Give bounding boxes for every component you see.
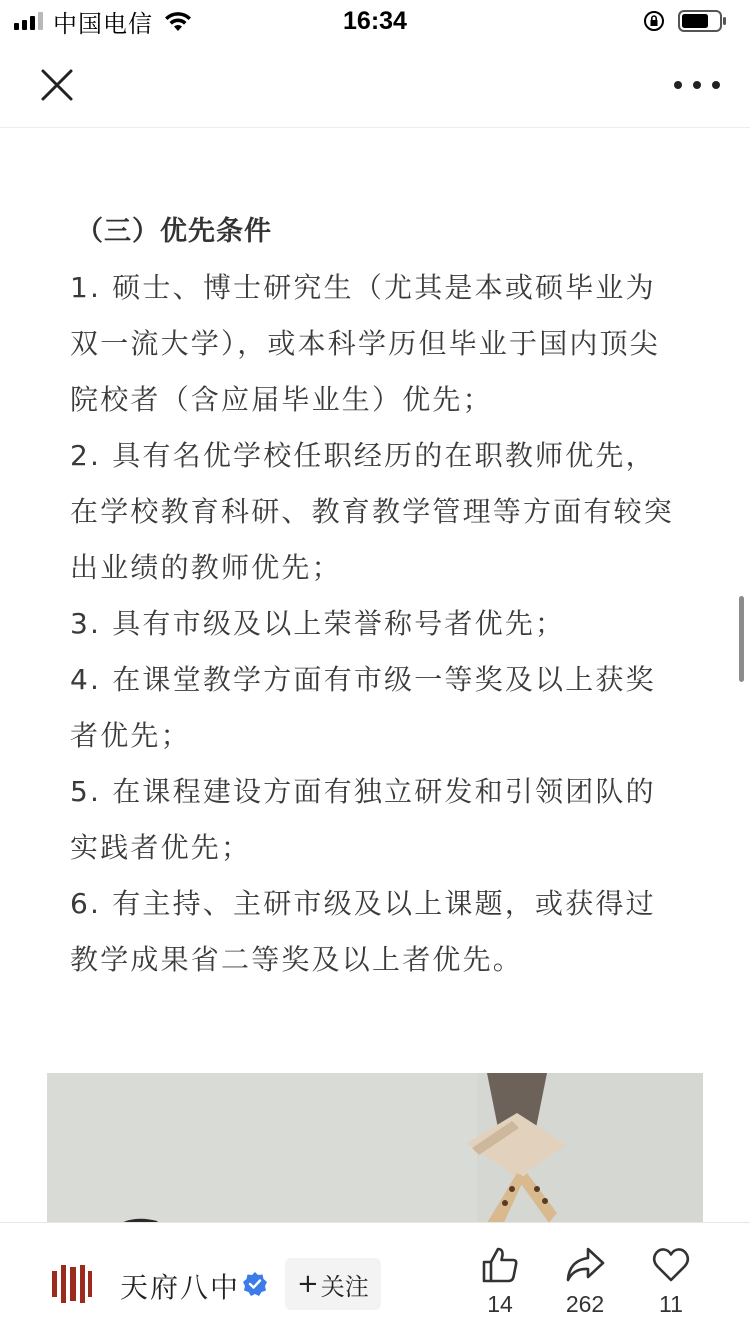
- account-name[interactable]: 天府八中: [120, 1271, 241, 1304]
- list-item: 1. 硕士、博士研究生（尤其是本或硕毕业为双一流大学），或本科学历但毕业于国内顶尖院校者（含应届毕业生）优先；: [70, 271, 661, 416]
- thumbs-up-icon: [480, 1245, 520, 1285]
- follow-button[interactable]: [285, 1258, 381, 1310]
- status-time: 16:34: [343, 7, 407, 35]
- list-item: 4. 在课堂教学方面有市级一等奖及以上获奖者优先；: [70, 663, 656, 752]
- share-button[interactable]: [550, 1245, 620, 1318]
- more-button[interactable]: [674, 70, 720, 100]
- heart-icon: [651, 1245, 691, 1285]
- photo-content: [47, 1073, 703, 1233]
- follow-label: 关注: [320, 1272, 369, 1301]
- like-count: 14: [487, 1291, 513, 1317]
- list-item: 5. 在课程建设方面有独立研发和引领团队的实践者优先；: [70, 775, 656, 864]
- list-item: 3. 具有市级及以上荣誉称号者优先；: [70, 607, 566, 640]
- carrier-label: 中国电信: [53, 9, 153, 38]
- close-button[interactable]: [36, 64, 78, 106]
- verified-icon: [242, 1271, 268, 1297]
- favorite-button[interactable]: [636, 1245, 706, 1318]
- favorite-count: 11: [659, 1291, 683, 1317]
- share-count: 262: [565, 1291, 605, 1317]
- status-bar: [0, 0, 750, 42]
- nav-bar: [0, 42, 750, 128]
- article-photo[interactable]: [47, 1073, 703, 1233]
- close-icon: [36, 64, 78, 106]
- scrollbar[interactable]: [739, 596, 744, 682]
- section-title: （三）优先条件: [76, 216, 272, 247]
- article-body: [70, 88, 685, 988]
- plus-icon: +: [297, 1269, 319, 1299]
- bottom-bar: [0, 1222, 750, 1334]
- like-button[interactable]: [465, 1245, 535, 1318]
- share-icon: [564, 1245, 606, 1285]
- list-item: 2. 具有名优学校任职经历的在职教师优先，在学校教育科研、教育教学管理等方面有较突出业绩的教师优先；: [70, 439, 675, 584]
- list-item: 6. 有主持、主研市级及以上课题，或获得过教学成果省二等奖及以上者优先。: [70, 887, 656, 976]
- more-icon: [674, 81, 682, 89]
- account-logo[interactable]: [52, 1263, 92, 1303]
